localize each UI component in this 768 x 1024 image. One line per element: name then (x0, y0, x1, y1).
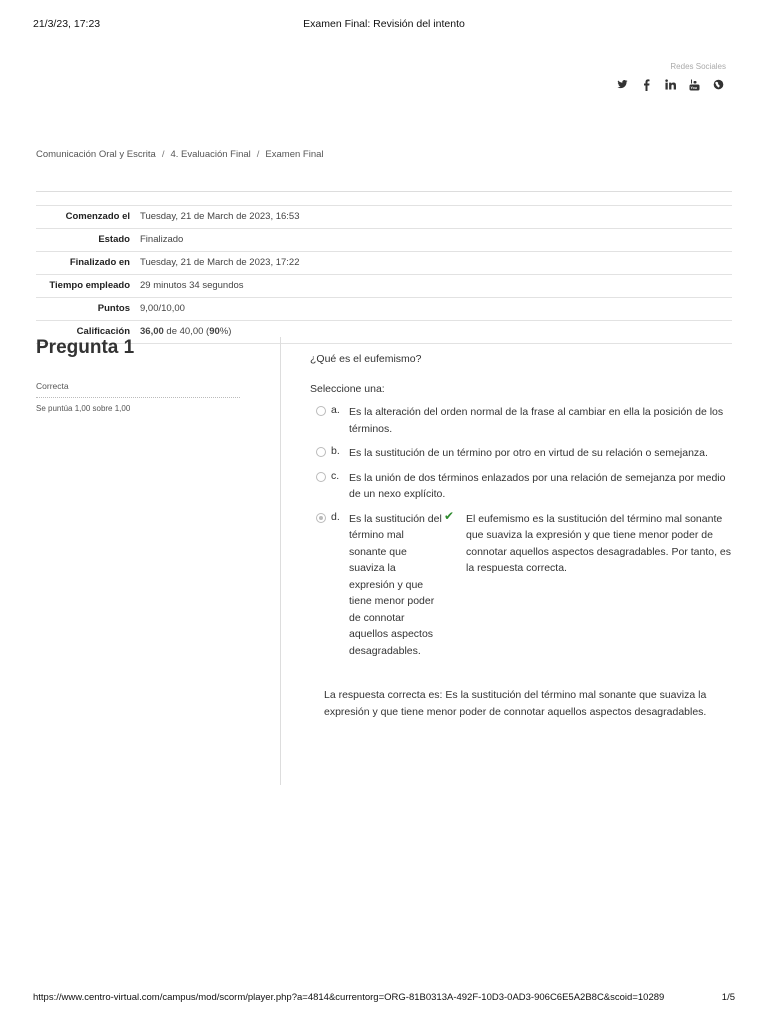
question-text: ¿Qué es el eufemismo? (310, 353, 422, 365)
summary-key: Finalizado en (36, 252, 136, 275)
answer-text: Es la alteración del orden normal de la frase al cambiar en ella la posición de los términos. (349, 406, 724, 435)
summary-value: Tuesday, 21 de March de 2023, 16:53 (136, 206, 732, 229)
footer-page-number: 1/5 (721, 992, 735, 1003)
radio-button[interactable] (316, 472, 326, 482)
social-label: Redes Sociales (670, 62, 726, 71)
summary-value: 9,00/10,00 (136, 298, 732, 321)
question-content (310, 353, 732, 720)
twitter-icon[interactable] (616, 79, 628, 93)
radio-button[interactable] (316, 406, 326, 416)
summary-value: Finalizado (136, 229, 732, 252)
answer-feedback: El eufemismo es la sustitución del término mal sonante que suaviza la expresión y que tiene menor poder de connotar aquellos aspectos desagradables. Por tanto, es la respuesta correcta. (466, 512, 732, 574)
attempt-summary-table (36, 205, 732, 344)
answer-option-d[interactable] (310, 508, 732, 660)
summary-key: Comenzado el (36, 206, 136, 229)
answer-letter: b. (331, 445, 340, 457)
right-answer: La respuesta correcta es: Es la sustitución del término mal sonante que suaviza la expresión y que tiene menor poder de connotar aquellos aspectos desagradables. (324, 689, 707, 718)
answer-option-a[interactable] (310, 404, 732, 437)
radio-button[interactable] (316, 447, 326, 457)
breadcrumb-item-quiz[interactable]: Examen Final (265, 149, 324, 160)
summary-key: Tiempo empleado (36, 275, 136, 298)
answer-letter: d. (331, 510, 340, 523)
print-date: 21/3/23, 17:23 (33, 18, 101, 30)
answer-option-c[interactable] (310, 470, 732, 503)
breadcrumb-separator: / (256, 149, 260, 160)
breadcrumb-item-section[interactable]: 4. Evaluación Final (170, 149, 251, 160)
answer-text: Es la unión de dos términos enlazados por una relación de semejanza por medio de un nexo explícito. (349, 471, 726, 500)
answer-letter: a. (331, 404, 340, 416)
breadcrumb-separator: / (161, 149, 165, 160)
answer-text: Es la sustitución de un término por otro en virtud de su relación o semejanza. (349, 447, 708, 459)
summary-key: Puntos (36, 298, 136, 321)
summary-row-started (36, 206, 732, 229)
question-grade: Se puntúa 1,00 sobre 1,00 (36, 404, 131, 413)
summary-key: Calificación (36, 321, 136, 344)
footer-url: https://www.centro-virtual.com/campus/mod/scorm/player.php?a=4814&currentorg=ORG-81B0313A-492F-10D3-0AD3-906C6E5A2B8C&scoid=10289 (33, 992, 665, 1003)
summary-row-finished (36, 252, 732, 275)
globe-icon[interactable] (712, 79, 724, 93)
vertical-divider (280, 337, 281, 785)
grade-end: %) (219, 326, 232, 337)
grade-score: 36,00 (140, 326, 164, 337)
youtube-icon[interactable] (688, 79, 700, 93)
linkedin-icon[interactable] (664, 79, 676, 93)
social-icons (616, 79, 724, 93)
summary-row-time-taken (36, 275, 732, 298)
summary-row-points (36, 298, 732, 321)
question-title: Pregunta 1 (36, 337, 135, 358)
answer-option-b[interactable] (310, 445, 732, 462)
grade-of: de 40,00 ( (163, 326, 210, 337)
print-title: Examen Final: Revisión del intento (303, 18, 465, 30)
summary-value: Tuesday, 21 de March de 2023, 17:22 (136, 252, 732, 275)
grade-percent: 90 (209, 326, 220, 337)
answer-text: Es la sustitución del término mal sonante que suaviza la expresión y que tiene menor poder de connotar aquellos aspectos desagradables. (349, 512, 442, 657)
radio-button-selected[interactable] (316, 513, 326, 523)
answer-prompt: Seleccione una: (310, 383, 385, 395)
answer-letter: c. (331, 469, 340, 482)
summary-row-state (36, 229, 732, 252)
svg-text:You: You (690, 86, 697, 90)
summary-value: 29 minutos 34 segundos (136, 275, 732, 298)
question-state: Correcta (36, 381, 240, 398)
divider (36, 191, 732, 192)
check-icon: ✔ (444, 508, 455, 523)
breadcrumb (36, 149, 324, 160)
summary-key: Estado (36, 229, 136, 252)
question-info (36, 337, 240, 413)
print-header (33, 18, 735, 32)
breadcrumb-item-course[interactable]: Comunicación Oral y Escrita (36, 149, 156, 160)
facebook-icon[interactable] (640, 79, 652, 93)
